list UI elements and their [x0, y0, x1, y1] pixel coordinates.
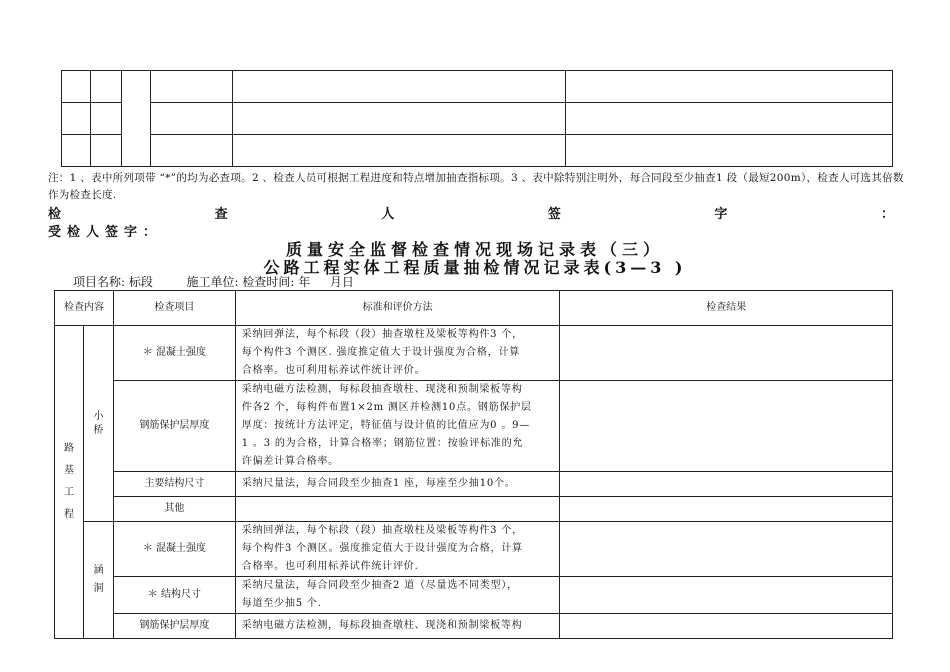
- table-note: 注：1 、表中所列项带 “*”的均为必查项。2 、检查人员可根据工程进度和特点增加抽查指标项。3 、表中除特别注明外，每合同段至少抽查1 段（最短200m），检查人可选其倍数作为检查长度.: [48, 172, 904, 201]
- standard-cell: 采纳电磁方法检测，每标段抽查墩柱、现浇和预制梁板等构: [235, 614, 560, 639]
- sig-char: 检: [48, 207, 62, 222]
- month-day-label: 月日: [329, 275, 354, 289]
- item-cell: 钢筋保护层厚度: [113, 614, 235, 639]
- group-cell: [83, 326, 113, 522]
- category-label: 路基工程: [63, 443, 74, 520]
- project-name-label: 项目名称: 标段: [73, 275, 153, 289]
- table-row: [55, 497, 893, 522]
- table-row: [55, 577, 893, 614]
- header-item: 检查项目: [113, 291, 235, 326]
- item-cell: 主要结构尺寸: [113, 472, 235, 497]
- result-cell: [560, 381, 893, 472]
- header-standard: 标准和评价方法: [235, 291, 560, 326]
- table-row: [55, 381, 893, 472]
- project-meta: [73, 273, 358, 290]
- page-title: 质量安全监督检查情况现场记录表（三）: [285, 240, 664, 259]
- item-cell: 其他: [113, 497, 235, 522]
- table-row: [62, 103, 893, 135]
- standard-cell: 采纳电磁方法检测，每标段抽查墩柱、现浇和预制梁板等构 件各2 个，每构件布置1×2m 测区并检测10点。钢筋保护层 厚度：按统计方法评定，特征值与设计值的比值应为0 。9— 1 。3 的为合格，计算合格率；钢筋位置：按验评标准的允 许偏差计算合格率。: [235, 381, 560, 472]
- table-row: [62, 135, 893, 167]
- standard-cell: 采纳尺量法，每合同段至少抽查1 座，每座至少抽10个。: [235, 472, 560, 497]
- continued-table: [61, 70, 893, 167]
- group-label: 涵洞: [93, 565, 104, 594]
- table-row: [55, 326, 893, 381]
- group-label: 小桥: [93, 410, 104, 436]
- inspection-table: [54, 290, 893, 639]
- group-cell: [83, 522, 113, 639]
- result-cell: [560, 577, 893, 614]
- construction-unit-label: 施工单位: 检查时间: 年: [186, 275, 311, 289]
- sig-char: 人: [381, 207, 395, 222]
- item-cell: ＊ 混凝土强度: [113, 522, 235, 577]
- category-cell: [55, 326, 84, 639]
- standard-cell: 采纳尺量法，每合同段至少抽查2 道（尽量选不同类型）， 每道至少抽5 个.: [235, 577, 560, 614]
- sig-char: ：: [880, 207, 894, 222]
- inspected-signature-label: 受检人签字：: [48, 225, 163, 240]
- table-row: [55, 522, 893, 577]
- item-cell: ＊ 结构尺寸: [113, 577, 235, 614]
- sig-char: 签: [547, 207, 561, 222]
- result-cell: [560, 472, 893, 497]
- header-content: 检查内容: [55, 291, 114, 326]
- result-cell: [560, 614, 893, 639]
- table-row: [55, 472, 893, 497]
- result-cell: [560, 497, 893, 522]
- header-result: 检查结果: [560, 291, 893, 326]
- inspector-signature-line: [48, 203, 894, 222]
- table-header-row: [55, 291, 893, 326]
- standard-cell: [235, 497, 560, 522]
- sig-char: 字: [714, 207, 728, 222]
- result-cell: [560, 522, 893, 577]
- item-cell: 钢筋保护层厚度: [113, 381, 235, 472]
- standard-cell: 采纳回弹法，每个标段（段）抽查墩柱及梁板等构件3 个， 每个构件3 个测区. 强度推定值大于设计强度为合格，计算 合格率。也可利用标养试件统计评价。: [235, 326, 560, 381]
- item-cell: ＊ 混凝土强度: [113, 326, 235, 381]
- table-row: [55, 614, 893, 639]
- page-subtitle: 公路工程实体工程质量抽检情况记录表(3—3 ): [263, 258, 687, 277]
- standard-cell: 采纳回弹法，每个标段（段）抽查墩柱及梁板等构件3 个， 每个构件3 个测区。强度推定值大于设计强度为合格，计算 合格率。也可利用标养试件统计评价.: [235, 522, 560, 577]
- sig-char: 查: [214, 207, 228, 222]
- table-row: [62, 71, 893, 103]
- result-cell: [560, 326, 893, 381]
